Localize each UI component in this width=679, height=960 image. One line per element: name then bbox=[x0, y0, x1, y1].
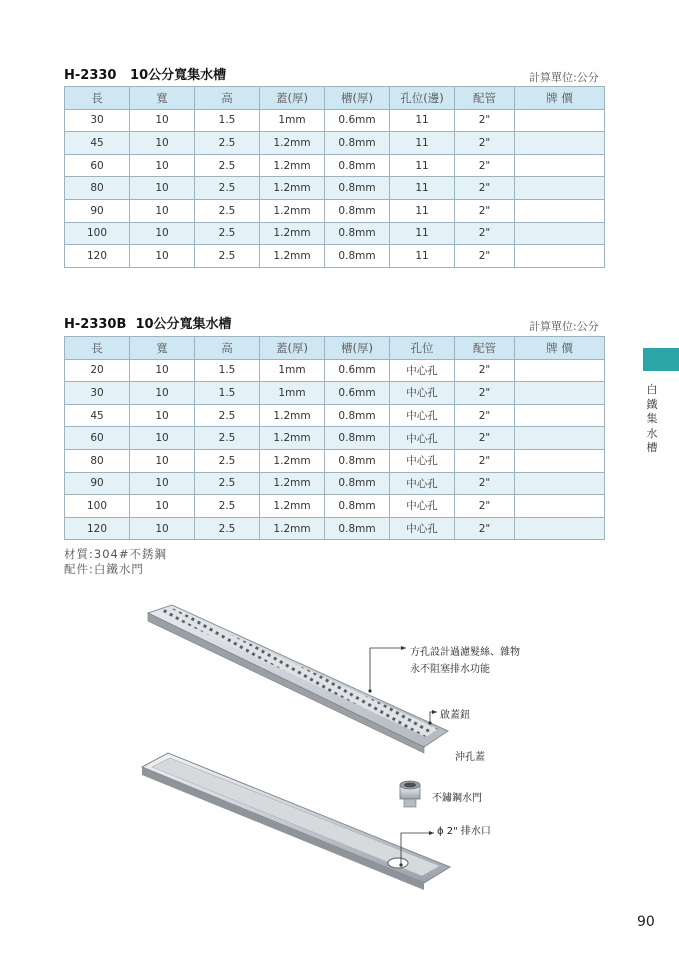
table-cell: 30 bbox=[65, 109, 130, 132]
product-illustration bbox=[130, 595, 490, 895]
table-cell bbox=[515, 517, 605, 540]
table-cell: 90 bbox=[65, 199, 130, 222]
table-cell: 2" bbox=[455, 109, 515, 132]
table-row bbox=[65, 245, 605, 268]
table-cell: 1.2mm bbox=[260, 472, 325, 495]
table-cell: 0.8mm bbox=[325, 154, 390, 177]
column-header: 牌 價 bbox=[515, 337, 605, 360]
callout-square-holes bbox=[410, 643, 520, 675]
section2-title bbox=[64, 313, 232, 332]
table-cell: 1.2mm bbox=[260, 222, 325, 245]
table-cell: 1mm bbox=[260, 359, 325, 382]
side-tab-char: 水 bbox=[646, 426, 658, 440]
drain-outlet-image bbox=[388, 858, 408, 868]
table-cell: 1.5 bbox=[195, 109, 260, 132]
table-row bbox=[65, 404, 605, 427]
table-header-row bbox=[65, 337, 605, 360]
callout-leaders bbox=[370, 648, 437, 865]
table-cell: 10 bbox=[130, 222, 195, 245]
table-cell: 10 bbox=[130, 109, 195, 132]
table-cell: 中心孔 bbox=[390, 359, 455, 382]
table-cell: 2" bbox=[455, 359, 515, 382]
table-cell: 30 bbox=[65, 382, 130, 405]
table-cell: 60 bbox=[65, 427, 130, 450]
punched-cover-image bbox=[148, 605, 448, 753]
table-cell: 10 bbox=[130, 132, 195, 155]
side-tab-label bbox=[645, 383, 659, 456]
table-cell: 0.8mm bbox=[325, 199, 390, 222]
table-cell bbox=[515, 222, 605, 245]
table-cell: 10 bbox=[130, 404, 195, 427]
table-cell: 1.2mm bbox=[260, 245, 325, 268]
side-tab-block bbox=[643, 348, 679, 371]
table-cell bbox=[515, 472, 605, 495]
table-cell: 2" bbox=[455, 472, 515, 495]
table-row bbox=[65, 427, 605, 450]
callout-punched-cover: 沖孔蓋 bbox=[455, 752, 485, 763]
table-cell bbox=[515, 359, 605, 382]
callout-text: 永不阻塞排水功能 bbox=[410, 664, 490, 675]
column-header: 長 bbox=[65, 87, 130, 110]
section1-title bbox=[64, 64, 226, 83]
column-header: 寬 bbox=[130, 337, 195, 360]
table-cell bbox=[515, 449, 605, 472]
table-row bbox=[65, 154, 605, 177]
table-cell: 11 bbox=[390, 109, 455, 132]
table-cell: 10 bbox=[130, 517, 195, 540]
column-header: 蓋(厚) bbox=[260, 337, 325, 360]
table-cell: 45 bbox=[65, 132, 130, 155]
column-header: 蓋(厚) bbox=[260, 87, 325, 110]
table-cell: 2" bbox=[455, 199, 515, 222]
table-cell: 100 bbox=[65, 222, 130, 245]
table-cell: 1.2mm bbox=[260, 427, 325, 450]
table-cell: 2.5 bbox=[195, 245, 260, 268]
table-cell: 2.5 bbox=[195, 404, 260, 427]
table-cell: 0.8mm bbox=[325, 449, 390, 472]
table-cell: 0.8mm bbox=[325, 177, 390, 200]
table-cell: 80 bbox=[65, 449, 130, 472]
column-header: 配管 bbox=[455, 87, 515, 110]
table-cell: 0.6mm bbox=[325, 359, 390, 382]
table-row bbox=[65, 495, 605, 518]
section1-spec-table bbox=[64, 86, 605, 268]
table-cell: 1mm bbox=[260, 109, 325, 132]
table-row bbox=[65, 222, 605, 245]
accessory-line: 配件:白鐵水門 bbox=[64, 562, 144, 576]
table-cell: 2" bbox=[455, 245, 515, 268]
table-row bbox=[65, 517, 605, 540]
table-cell: 11 bbox=[390, 222, 455, 245]
table-cell: 1.5 bbox=[195, 359, 260, 382]
table-cell: 中心孔 bbox=[390, 404, 455, 427]
table-cell: 2.5 bbox=[195, 199, 260, 222]
table-cell: 1.2mm bbox=[260, 449, 325, 472]
table-cell bbox=[515, 154, 605, 177]
table-cell: 2.5 bbox=[195, 449, 260, 472]
column-header: 長 bbox=[65, 337, 130, 360]
table-cell: 11 bbox=[390, 245, 455, 268]
side-tab-char: 鐵 bbox=[646, 397, 658, 411]
table-cell: 90 bbox=[65, 472, 130, 495]
table-cell: 120 bbox=[65, 517, 130, 540]
table-cell: 1mm bbox=[260, 382, 325, 405]
table-cell: 1.2mm bbox=[260, 404, 325, 427]
table-cell: 1.2mm bbox=[260, 495, 325, 518]
section1-unit: 計算單位:公分 bbox=[529, 71, 599, 84]
table-row bbox=[65, 109, 605, 132]
table-cell: 中心孔 bbox=[390, 449, 455, 472]
column-header: 高 bbox=[195, 87, 260, 110]
table-cell: 2.5 bbox=[195, 132, 260, 155]
table-cell: 10 bbox=[130, 177, 195, 200]
table-cell: 10 bbox=[130, 154, 195, 177]
side-tab-char: 白 bbox=[646, 383, 658, 396]
column-header: 牌 價 bbox=[515, 87, 605, 110]
valve-image bbox=[400, 781, 420, 807]
table-cell bbox=[515, 177, 605, 200]
table-cell bbox=[515, 382, 605, 405]
section2-code: H-2330B bbox=[64, 317, 127, 332]
table-cell: 2" bbox=[455, 449, 515, 472]
table-row bbox=[65, 177, 605, 200]
table-cell: 0.8mm bbox=[325, 427, 390, 450]
section2-name: 10公分寬集水槽 bbox=[135, 317, 232, 332]
table-cell: 0.6mm bbox=[325, 382, 390, 405]
section1-name: 10公分寬集水槽 bbox=[130, 68, 227, 83]
column-header: 孔位 bbox=[390, 337, 455, 360]
column-header: 高 bbox=[195, 337, 260, 360]
table-cell: 0.8mm bbox=[325, 132, 390, 155]
table-row bbox=[65, 472, 605, 495]
callout-text: 方孔設計過濾髮絲、雜物 bbox=[410, 647, 520, 658]
table-cell: 1.2mm bbox=[260, 132, 325, 155]
table-cell: 120 bbox=[65, 245, 130, 268]
table-cell: 10 bbox=[130, 449, 195, 472]
table-cell: 2.5 bbox=[195, 177, 260, 200]
table-cell: 中心孔 bbox=[390, 517, 455, 540]
table-cell: 20 bbox=[65, 359, 130, 382]
table-cell: 2" bbox=[455, 517, 515, 540]
table-cell: 中心孔 bbox=[390, 382, 455, 405]
callout-lift-knob: 啟蓋鈕 bbox=[440, 710, 470, 721]
table-cell: 11 bbox=[390, 132, 455, 155]
page-number: 90 bbox=[637, 914, 655, 930]
table-cell: 2.5 bbox=[195, 222, 260, 245]
table-cell: 2" bbox=[455, 427, 515, 450]
column-header: 槽(厚) bbox=[325, 87, 390, 110]
table-cell: 2" bbox=[455, 154, 515, 177]
table-cell: 0.8mm bbox=[325, 245, 390, 268]
table-cell: 2.5 bbox=[195, 472, 260, 495]
channel-body-image bbox=[142, 753, 450, 890]
table-cell: 0.8mm bbox=[325, 222, 390, 245]
table-cell bbox=[515, 109, 605, 132]
table-cell: 1.2mm bbox=[260, 154, 325, 177]
table-cell: 10 bbox=[130, 199, 195, 222]
table-cell: 0.6mm bbox=[325, 109, 390, 132]
table-header-row bbox=[65, 87, 605, 110]
table-row bbox=[65, 449, 605, 472]
callout-valve: 不鏽鋼水門 bbox=[432, 793, 482, 804]
table-cell: 2" bbox=[455, 495, 515, 518]
table-cell: 2.5 bbox=[195, 427, 260, 450]
table-row bbox=[65, 382, 605, 405]
material-line: 材質:304#不銹鋼 bbox=[64, 547, 167, 561]
table-cell: 45 bbox=[65, 404, 130, 427]
table-cell: 0.8mm bbox=[325, 472, 390, 495]
table-cell: 10 bbox=[130, 382, 195, 405]
table-cell: 2" bbox=[455, 404, 515, 427]
table-cell: 2" bbox=[455, 132, 515, 155]
table-cell: 2.5 bbox=[195, 495, 260, 518]
table-cell: 2.5 bbox=[195, 517, 260, 540]
table-cell: 10 bbox=[130, 427, 195, 450]
table-cell: 10 bbox=[130, 495, 195, 518]
table-cell: 11 bbox=[390, 154, 455, 177]
table-cell: 11 bbox=[390, 177, 455, 200]
table-cell: 中心孔 bbox=[390, 472, 455, 495]
section2-spec-table bbox=[64, 336, 605, 540]
table-cell: 2" bbox=[455, 382, 515, 405]
table-row bbox=[65, 132, 605, 155]
table-cell bbox=[515, 199, 605, 222]
table-cell: 0.8mm bbox=[325, 404, 390, 427]
table-cell: 1.2mm bbox=[260, 199, 325, 222]
table-cell: 中心孔 bbox=[390, 427, 455, 450]
table-cell bbox=[515, 495, 605, 518]
table-cell: 1.5 bbox=[195, 382, 260, 405]
table-cell bbox=[515, 404, 605, 427]
section2-unit: 計算單位:公分 bbox=[529, 320, 599, 333]
table-cell: 中心孔 bbox=[390, 495, 455, 518]
table-cell: 2.5 bbox=[195, 154, 260, 177]
table-cell: 1.2mm bbox=[260, 177, 325, 200]
column-header: 寬 bbox=[130, 87, 195, 110]
material-info bbox=[64, 547, 167, 577]
table-cell: 0.8mm bbox=[325, 517, 390, 540]
table-cell: 0.8mm bbox=[325, 495, 390, 518]
section1-code: H-2330 bbox=[64, 68, 117, 83]
table-cell: 10 bbox=[130, 359, 195, 382]
table-cell: 1.2mm bbox=[260, 517, 325, 540]
table-cell bbox=[515, 132, 605, 155]
table-row bbox=[65, 359, 605, 382]
table-cell: 2" bbox=[455, 177, 515, 200]
table-cell: 60 bbox=[65, 154, 130, 177]
table-cell bbox=[515, 427, 605, 450]
callout-outlet: ϕ 2" 排水口 bbox=[437, 826, 491, 837]
column-header: 配管 bbox=[455, 337, 515, 360]
column-header: 槽(厚) bbox=[325, 337, 390, 360]
column-header: 孔位(邊) bbox=[390, 87, 455, 110]
table-cell: 11 bbox=[390, 199, 455, 222]
table-cell: 2" bbox=[455, 222, 515, 245]
table-cell: 100 bbox=[65, 495, 130, 518]
table-cell bbox=[515, 245, 605, 268]
table-cell: 10 bbox=[130, 245, 195, 268]
table-row bbox=[65, 199, 605, 222]
side-tab-char: 槽 bbox=[646, 441, 658, 454]
table-cell: 80 bbox=[65, 177, 130, 200]
side-tab-char: 集 bbox=[646, 412, 658, 425]
table-cell: 10 bbox=[130, 472, 195, 495]
